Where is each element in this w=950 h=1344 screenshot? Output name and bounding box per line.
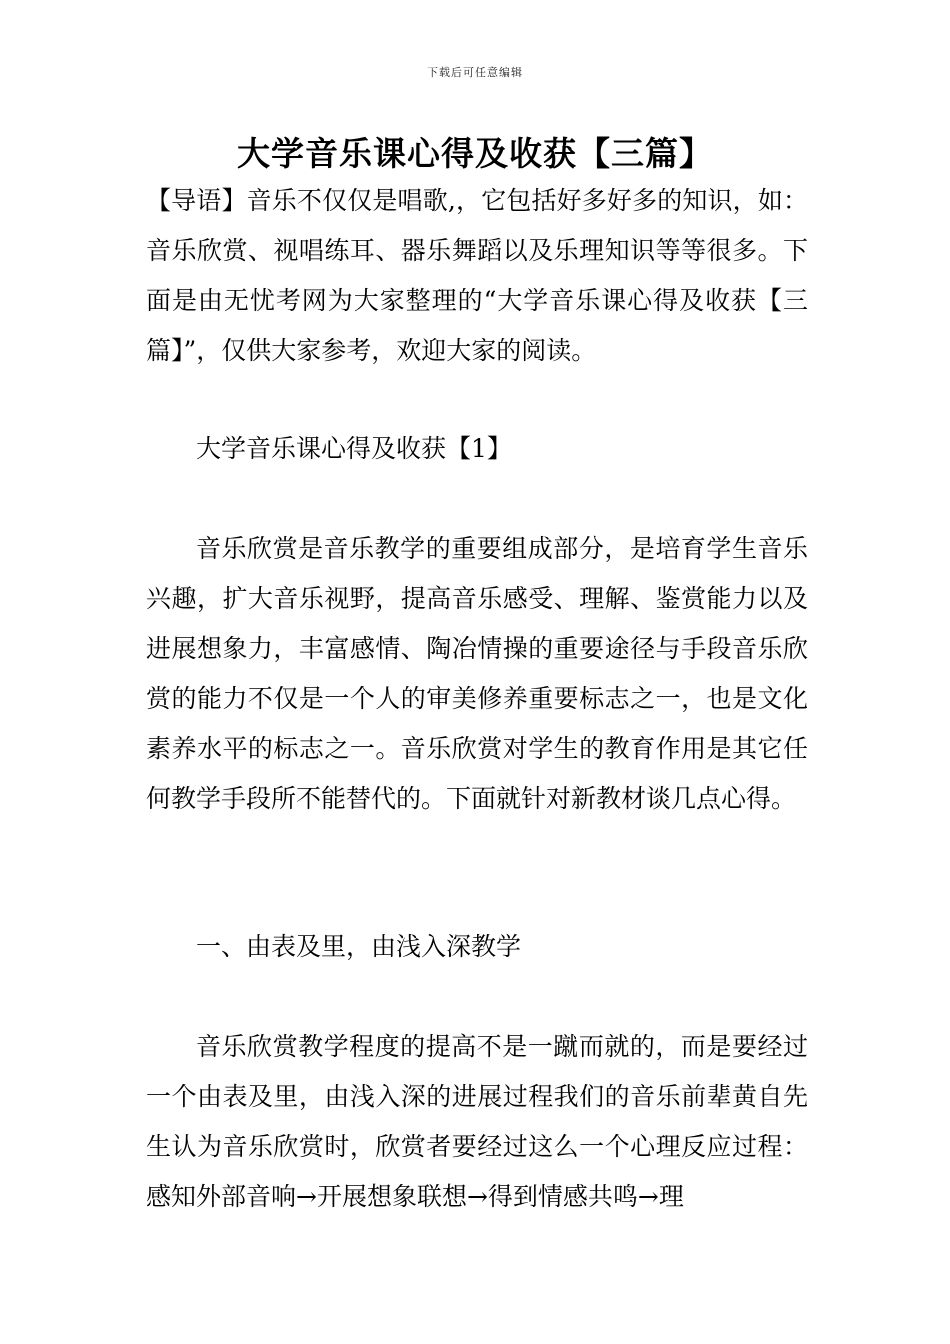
- document-title: 大学音乐课心得及收获【三篇】: [237, 134, 713, 173]
- body-paragraph-2: 音乐欣赏教学程度的提高不是一蹴而就的，而是要经过一个由表及里，由浅入深的进展过程我们的音乐前辈黄自先生认为音乐欣赏时，欣赏者要经过这么一个心理反应过程：感知外部音响→开展想象联想→得到情感共鸣→理: [146, 1032, 808, 1211]
- header-note: 下载后可任意编辑: [427, 66, 523, 79]
- subheading: 一、由表及里，由浅入深教学: [196, 932, 522, 961]
- section-heading: 大学音乐课心得及收获【1】: [196, 434, 512, 463]
- body-paragraph-1: 音乐欣赏是音乐教学的重要组成部分，是培育学生音乐兴趣，扩大音乐视野，提高音乐感受、理解、鉴赏能力以及进展想象力，丰富感情、陶冶情操的重要途径与手段音乐欣赏的能力不仅是一个人的审美修养重要标志之一，也是文化素养水平的标志之一。音乐欣赏对学生的教育作用是其它任何教学手段所不能替代的。下面就针对新教材谈几点心得。: [146, 534, 808, 813]
- intro-paragraph: 【导语】音乐不仅仅是唱歌,，它包括好多好多的知识，如：音乐欣赏、视唱练耳、器乐舞蹈以及乐理知识等等很多。下面是由无忧考网为大家整理的“大学音乐课心得及收获【三篇】”，仅供大家参考，欢迎大家的阅读。: [146, 186, 808, 365]
